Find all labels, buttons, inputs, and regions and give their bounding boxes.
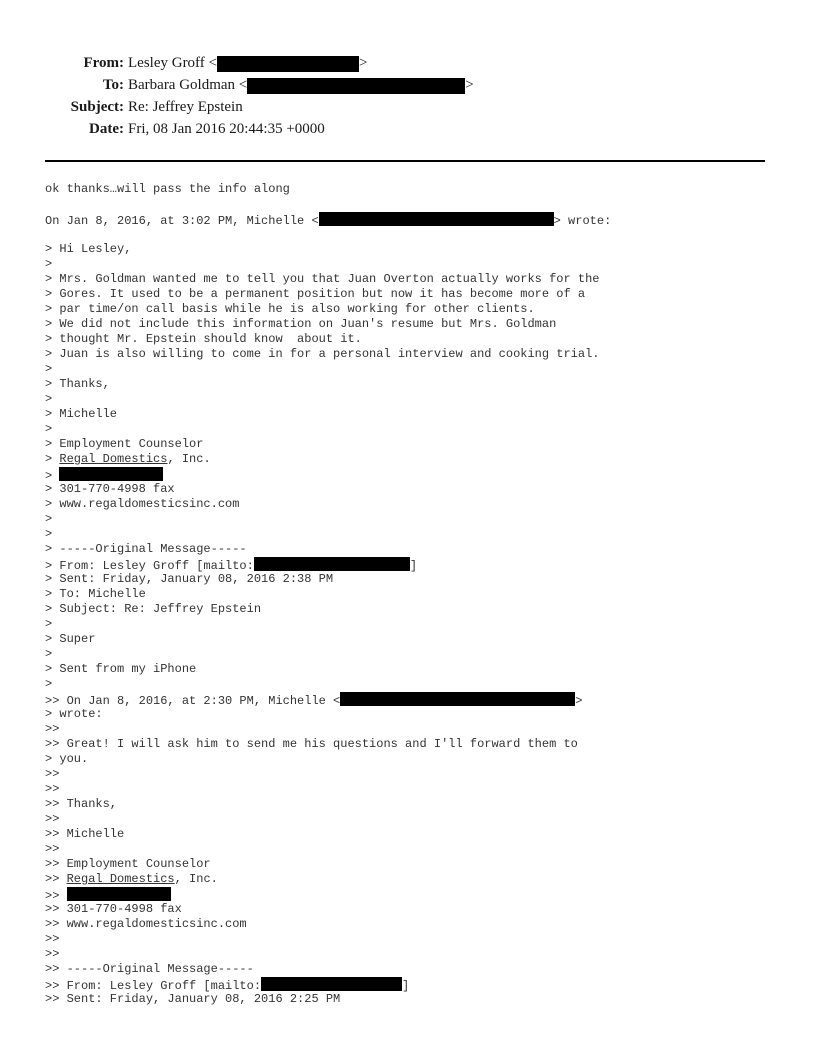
body-text-segment: ] [402,979,410,993]
body-line [45,452,785,467]
body-text-segment: > [575,694,583,708]
body-line: >> Great! I will ask him to send me his questions and I'll forward them to [45,737,578,751]
redaction-block [319,212,554,226]
body-line: >> Thanks, [45,797,118,811]
body-line [45,467,785,482]
from-value [128,52,367,74]
body-line: > [45,362,53,376]
body-text-segment: On Jan 8, 2016, at 3:02 PM, Michelle < [45,214,319,228]
body-line: > 301-770-4998 fax [45,482,175,496]
body-line [45,887,785,902]
body-line: > Subject: Re: Jeffrey Epstein [45,602,262,616]
body-line: >> www.regaldomesticsinc.com [45,917,247,931]
body-text-segment: >> [45,889,67,903]
company-name: Regal Domestics [59,452,168,466]
to-label: To: [102,77,124,93]
body-line: > Sent: Friday, January 08, 2016 2:38 PM [45,572,334,586]
body-line: >> [45,812,60,826]
body-text-segment: > [45,469,60,483]
body-line: > [45,422,53,436]
body-text-segment: >> On Jan 8, 2016, at 2:30 PM, Michelle < [45,694,341,708]
body-line: > Mrs. Goldman wanted me to tell you that Juan Overton actually works for the [45,272,600,286]
body-line: >> Michelle [45,827,125,841]
subject-value: Re: Jeffrey Epstein [128,99,243,115]
body-line [45,212,785,227]
body-text-segment: >> From: Lesley Groff [mailto: [45,979,262,993]
redaction-block [261,977,402,991]
body-line: > Employment Counselor [45,437,204,451]
body-text-segment: , Inc. [167,452,211,466]
header-to-row [0,74,816,96]
company-name: Regal Domestics [66,872,175,886]
body-text-segment: > wrote: [553,214,612,228]
to-close: > [465,77,474,93]
body-line: >> [45,932,60,946]
body-line: > -----Original Message----- [45,542,247,556]
body-line: > thought Mr. Epstein should know about it. [45,332,362,346]
redaction-block [340,692,575,706]
header-date-row [0,118,816,140]
body-line: > [45,677,53,691]
from-name: Lesley Groff < [128,55,217,71]
body-line: > Gores. It used to be a permanent position but now it has become more of a [45,287,586,301]
body-line: >> Employment Counselor [45,857,211,871]
body-line [45,977,785,992]
email-body [45,182,785,1007]
body-line: ok thanks…will pass the info along [45,182,290,196]
body-line: > [45,392,53,406]
header-from-row [0,52,816,74]
redaction-block [254,557,410,571]
subject-label: Subject: [70,99,124,115]
body-line [45,197,785,212]
from-close: > [359,55,368,71]
body-line: > Hi Lesley, [45,242,132,256]
redaction-block [247,78,465,94]
body-line: >> -----Original Message----- [45,962,254,976]
body-text-segment: >> [45,872,67,886]
body-line: > We did not include this information on Juan's resume but Mrs. Goldman [45,317,557,331]
body-line: > [45,257,53,271]
to-value [128,74,474,96]
body-line [45,692,785,707]
to-name: Barbara Goldman < [128,77,248,93]
body-text-segment: ] [409,559,418,573]
body-line [45,227,785,242]
body-line: >> [45,947,60,961]
date-value: Fri, 08 Jan 2016 20:44:35 +0000 [128,121,325,137]
body-line: > you. [45,752,89,766]
body-line: >> Sent: Friday, January 08, 2016 2:25 PM [45,992,341,1006]
body-line: > Juan is also willing to come in for a personal interview and cooking trial. [45,347,600,361]
body-line: > Michelle [45,407,118,421]
header-divider [45,160,765,162]
body-line: >> [45,842,60,856]
body-line: >> [45,767,60,781]
body-text-segment: > From: Lesley Groff [mailto: [45,559,254,573]
body-line [45,557,785,572]
body-line: > Super [45,632,96,646]
body-line: > [45,512,53,526]
redaction-block [67,887,171,901]
body-line [45,872,785,887]
header-subject-row [0,96,816,118]
body-line: > www.regaldomesticsinc.com [45,497,240,511]
date-label: Date: [89,121,124,137]
body-line: > par time/on call basis while he is also working for other clients. [45,302,535,316]
body-line: > Sent from my iPhone [45,662,197,676]
body-line: > [45,647,53,661]
body-line: >> [45,782,60,796]
body-line: > wrote: [45,707,103,721]
from-label: From: [83,55,124,71]
body-line: > To: Michelle [45,587,146,601]
body-line: > [45,527,53,541]
body-line: >> [45,722,60,736]
body-line: > [45,617,53,631]
email-header [0,52,816,140]
body-text-segment: > [45,452,60,466]
redaction-block [217,56,359,72]
redaction-block [59,467,163,481]
body-line: > Thanks, [45,377,110,391]
body-text-segment: , Inc. [174,872,218,886]
body-line: >> 301-770-4998 fax [45,902,182,916]
